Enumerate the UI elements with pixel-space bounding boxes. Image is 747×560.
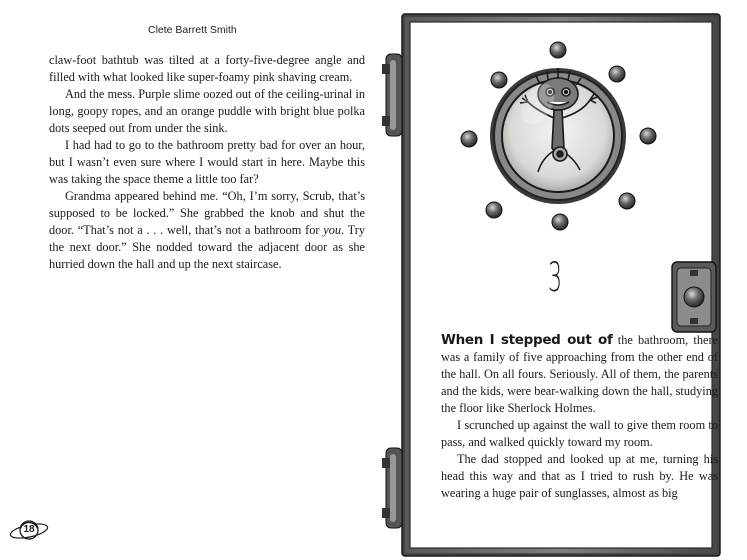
text-run: . Try the next door.” She nodded toward the adjacent door as she hurried down the hall and up the next staircase.	[49, 223, 366, 271]
left-body-text	[49, 52, 365, 273]
porthole-window	[490, 68, 626, 204]
page-number: 18	[23, 524, 35, 535]
paragraph: claw-foot bathtub was tilted at a forty-five-degree angle and filled with what looked like super-foamy pink shaving cream.	[49, 53, 365, 84]
right-body-text	[441, 332, 718, 502]
running-head: Clete Barrett Smith	[148, 24, 237, 36]
paragraph	[49, 188, 365, 273]
emphasis: you	[323, 223, 342, 237]
text-run: Grandma appeared behind me. “Oh, I’m sorry, Scrub, that’s supposed to be locked.” She grabbed the knob and shut the door. “That’s not a . . . well, that’s not a bathroom for	[49, 189, 365, 237]
paragraph: I had had to go to the bathroom pretty bad for over an hour, but I wasn’t even sure where I would start in here. Maybe this was taking the space theme a little too far?	[49, 138, 365, 186]
door-handle	[672, 262, 716, 332]
paragraph: And the mess. Purple slime oozed out of the ceiling-urinal in long, goopy ropes, and an orange puddle with bright blue polka dots seeped out from under the sink.	[49, 87, 365, 135]
left-page	[0, 0, 372, 560]
text-run: the bathroom, there was a family of five approaching from the other end of the hall. On all fours. Seriously. All of them, the parents and the kids, were bear-walking down the hall, studying the floor like Sherlock Holmes.	[441, 333, 718, 415]
bottom-hinge	[382, 448, 402, 528]
paragraph: The dad stopped and looked up at me, turning his head this way and that as I tried to rush by. He was wearing a huge pair of sunglasses, almost as big	[441, 452, 718, 500]
top-hinge	[382, 54, 402, 136]
chapter-number: 3	[548, 255, 562, 301]
chapter-lead-in: When I stepped out of	[441, 332, 613, 348]
paragraph	[441, 332, 718, 417]
paragraph: I scrunched up against the wall to give them room to pass, and walked quickly toward my room.	[441, 418, 718, 449]
